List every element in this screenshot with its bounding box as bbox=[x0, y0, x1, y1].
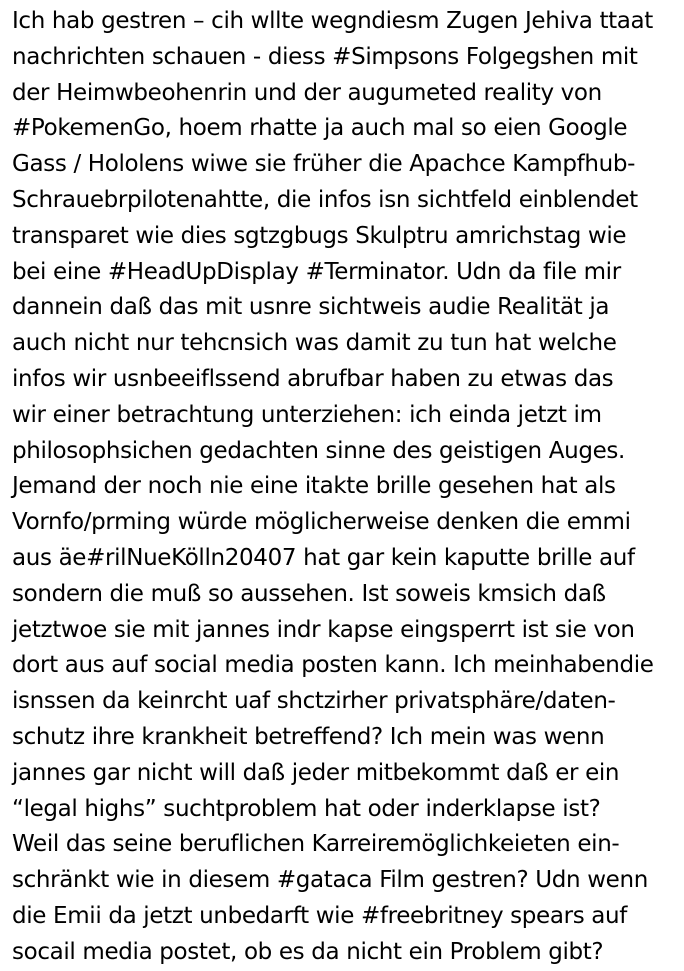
text-line: wir einer betrachtung unterziehen: ich einda jetzt im bbox=[12, 401, 602, 428]
body-text bbox=[12, 4, 680, 971]
text-line: Gass / Hololens wiwe sie früher die Apachce Kampfhub- bbox=[12, 151, 636, 178]
text-line: Ich hab gestren – cih wllte wegndiesm Zugen Jehiva ttaat bbox=[12, 8, 653, 34]
text-line: “legal highs” suchtproblem hat oder inderklapse ist? bbox=[12, 795, 601, 822]
text-line: sondern die muß so aussehen. Ist soweis kmsich daß bbox=[12, 580, 606, 607]
text-line: transparet wie dies sgtzgbugs Skulptru amrichstag wie bbox=[12, 222, 627, 249]
text-line: Weil das seine beruflichen Karreiremöglichkeieten ein- bbox=[12, 831, 620, 858]
text-line: auch nicht nur tehcnsich was damit zu tun hat welche bbox=[12, 330, 617, 357]
text-line: isnssen da keinrcht uaf shctzirher privatsphäre/daten- bbox=[12, 688, 616, 715]
text-line: schutz ihre krankheit betreffend? Ich mein was wenn bbox=[12, 723, 605, 750]
text-line: Vornfo/prming würde möglicherweise denken die emmi bbox=[12, 509, 631, 536]
text-line: infos wir usnbeeiflssend abrufbar haben zu etwas das bbox=[12, 365, 614, 392]
text-line: bei eine #HeadUpDisplay #Terminator. Udn da file mir bbox=[12, 258, 621, 285]
text-line: nachrichten schauen - diess #Simpsons Folgegshen mit bbox=[12, 43, 638, 70]
text-line: jannes gar nicht will daß jeder mitbekommt daß er ein bbox=[12, 759, 620, 786]
text-line: die Emii da jetzt unbedarft wie #freebritney spears auf bbox=[12, 902, 628, 929]
text-line: dannein daß das mit usnre sichtweis audie Realität ja bbox=[12, 294, 610, 321]
text-line: Schrauebrpilotenahtte, die infos isn sichtfeld einblendet bbox=[12, 186, 638, 213]
text-line: schränkt wie in diesem #gataca Film gestren? Udn wenn bbox=[12, 867, 648, 894]
text-line: socail media postet, ob es da nicht ein Problem gibt? bbox=[12, 938, 604, 965]
text-line: dort aus auf social media posten kann. Ich meinhabendie bbox=[12, 652, 654, 679]
text-line: #PokemenGo, hoem rhatte ja auch mal so eien Google bbox=[12, 115, 628, 142]
text-line: Jemand der noch nie eine itakte brille gesehen hat als bbox=[12, 473, 616, 500]
text-line: philosophsichen gedachten sinne des geistigen Auges. bbox=[12, 437, 625, 464]
text-line: aus äe#rilNueKölln20407 hat gar kein kaputte brille auf bbox=[12, 544, 635, 571]
text-line: jetztwoe sie mit jannes indr kapse eingsperrt ist sie von bbox=[12, 616, 635, 643]
text-line: der Heimwbeohenrin und der augumeted reality von bbox=[12, 79, 602, 106]
